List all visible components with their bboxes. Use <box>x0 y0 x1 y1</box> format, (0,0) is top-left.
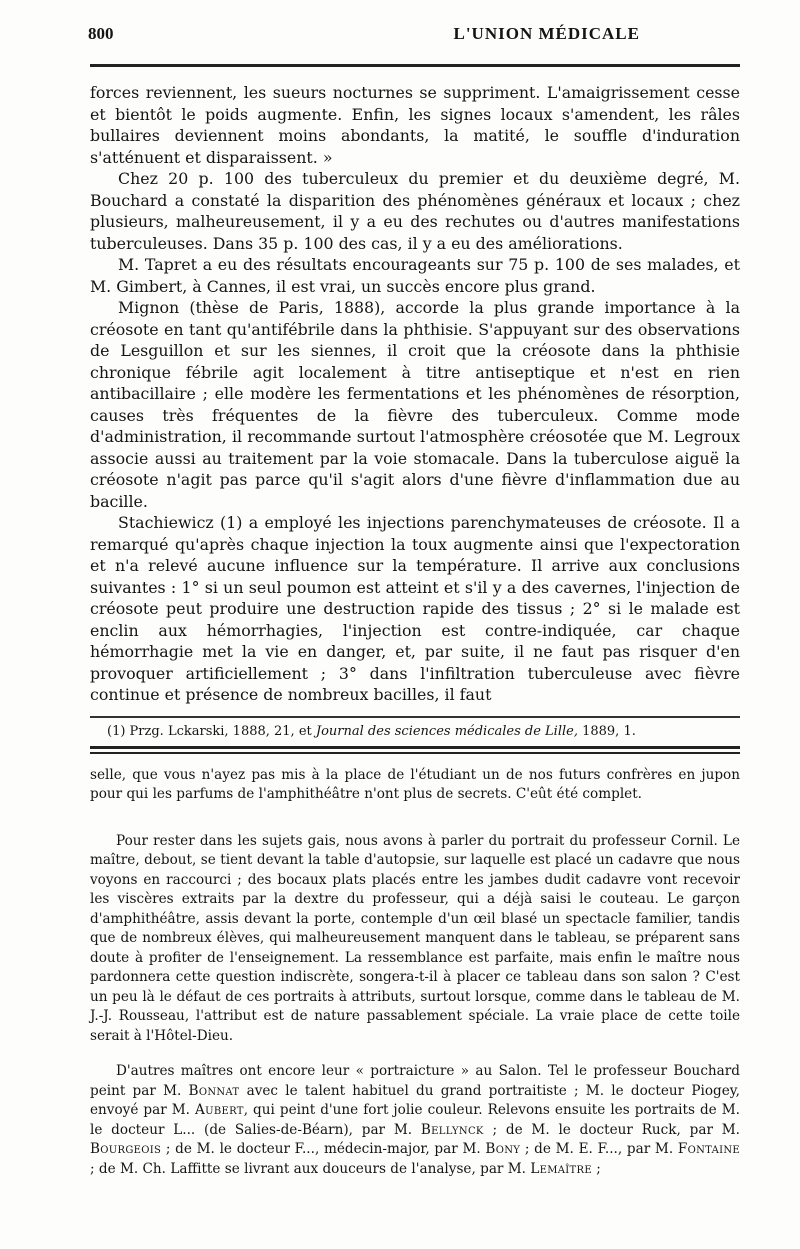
feuilleton-paragraph-cornil: Pour rester dans les sujets gais, nous avons à parler du portrait du professeur Cornil. Le maître, debout, se tient devant la table d'autopsie, sur laquelle est placé un cadavre que nous voyons en raccourci ; des bocaux plats placés entre les jambes dudit cadavre vont recevoir les viscères extraits par la dextre du professeur, qui a déjà saisi le couteau. Le garçon d'amphithéâtre, assis devant la porte, contemple d'un œil blasé un spectacle familier, tandis que de nombreux élèves, qui malheureusement manquent dans le tableau, se préparent sans doute à profiter de l'enseignement. La ressemblance est parfaite, mais enfin le maître nous pardonnera cette question indiscrète, songera-t-il à placer ce tableau dans son salon ? C'est un peu là le défaut de ces portraits à attributs, surtout lorsque, comme dans le tableau de M. J.-J. Rousseau, l'attribut est de nature passablement spéciale. La vraie place de cette toile serait à l'Hôtel-Dieu. <box>90 832 740 1044</box>
running-title: L'UNION MÉDICALE <box>453 24 640 43</box>
document-page <box>90 24 740 1179</box>
text-run: , qui peint d'une fort jolie couleur. Relevons ensuite les portraits de M. le docteur L... (de Salies-de-Béarn), par M. <box>90 1102 740 1138</box>
painter-name: Bourgeois <box>90 1141 162 1157</box>
paragraph-mignon: Mignon (thèse de Paris, 1888), accorde la plus grande importance à la créosote en tant qu'antifébrile dans la phthisie. S'appuyant sur des observations de Lesguillon et sur les siennes, il croit que la créosote dans la phthisie chronique fébrile agit localement à titre antiseptique et n'est en rien antibacillaire ; elle modère les fermentations et les phénomènes de résorption, causes très fréquentes de la fièvre des tuberculeux. Comme mode d'administration, il recommande surtout l'atmosphère créosotée que M. Legroux associe aussi au traitement par la voie stomacale. Dans la tuberculose aiguë la créosote n'agit pas parce qu'il s'agit alors d'une fièvre d'inflammation due au bacille. <box>90 298 740 511</box>
painter-name: Bony <box>485 1141 521 1157</box>
feuilleton-paragraph-portraits <box>90 1062 740 1179</box>
footnote-suffix: 1889, 1. <box>577 723 636 739</box>
text-run: avec le talent habituel du grand portraitiste ; M. le docteur Piogey, envoyé par M. <box>90 1082 740 1118</box>
footnote-journal: Journal des sciences médicales de Lille, <box>315 723 578 739</box>
text-run: D'autres maîtres ont encore leur « portraicture » au Salon. Tel le professeur Bouchard peint par M. <box>90 1063 740 1099</box>
footnote-prefix: (1) Przg. Lckarski, 1888, 21, et <box>107 723 316 739</box>
main-text <box>90 82 740 706</box>
paragraph-continued: forces reviennent, les sueurs nocturnes se suppriment. L'amaigrissement cesse et bientôt le poids augmente. Enfin, les signes locaux s'amendent, les râles bullaires deviennent moins abondants, la matité, le souffle d'induration s'atténuent et disparaissent. » <box>90 83 740 167</box>
text-run: ; <box>591 1160 601 1177</box>
text-run: ; de M. E. F..., par M. <box>520 1141 678 1157</box>
painter-name: Lemaître <box>530 1160 592 1177</box>
footnote <box>90 718 740 741</box>
paragraph-bouchard: Chez 20 p. 100 des tuberculeux du premier et du deuxième degré, M. Bouchard a constaté la disparition des phénomènes généraux et locaux ; chez plusieurs, malheureusement, il y a eu des rechutes ou d'autres manifestations tuberculeuses. Dans 35 p. 100 des cas, il y a eu des améliorations. <box>90 169 740 253</box>
painter-name: Bellynck <box>420 1121 484 1138</box>
paragraph-tapret: M. Tapret a eu des résultats encourageants sur 75 p. 100 de ses malades, et M. Gimbert, à Cannes, il est vrai, un succès encore plus grand. <box>90 255 740 296</box>
page-number: 800 <box>88 24 114 43</box>
painter-name: Aubert <box>195 1102 244 1118</box>
page-header <box>90 24 740 54</box>
feuilleton-separator <box>90 746 740 754</box>
header-rule <box>90 64 740 67</box>
paragraph-stachiewicz: Stachiewicz (1) a employé les injections parenchymateuses de créosote. Il a remarqué qu'après chaque injection la toux augmente ainsi que l'expectoration et n'a relevé aucune influence sur la température. Il arrive aux conclusions suivantes : 1° si un seul poumon est atteint et s'il y a des cavernes, l'injection de créosote peut produire une destruction rapide des tissus ; 2° si le malade est enclin aux hémorrhagies, l'injection est contre-indiquée, car chaque hémorrhagie met la vie en danger, et, par suite, il ne faut pas risquer d'en provoquer artificiellement ; 3° dans l'infiltration tuberculeuse avec fièvre continue et présence de nombreux bacilles, il faut <box>90 513 740 704</box>
feuilleton-paragraph-continued: selle, que vous n'ayez pas mis à la place de l'étudiant un de nos futurs confrères en jupon pour qui les parfums de l'amphithéâtre n'ont plus de secrets. C'eût été complet. <box>90 766 740 802</box>
feuilleton <box>90 766 740 1180</box>
text-run: ; de M. Ch. Laffitte se livrant aux douceurs de l'analyse, par M. <box>90 1160 531 1177</box>
text-run: ; de M. le docteur F..., médecin-major, par M. <box>161 1141 486 1157</box>
text-run: ; de M. le docteur Ruck, par M. <box>483 1121 740 1138</box>
painter-name: Fontaine <box>677 1141 740 1157</box>
painter-name: Bonnat <box>188 1082 240 1099</box>
